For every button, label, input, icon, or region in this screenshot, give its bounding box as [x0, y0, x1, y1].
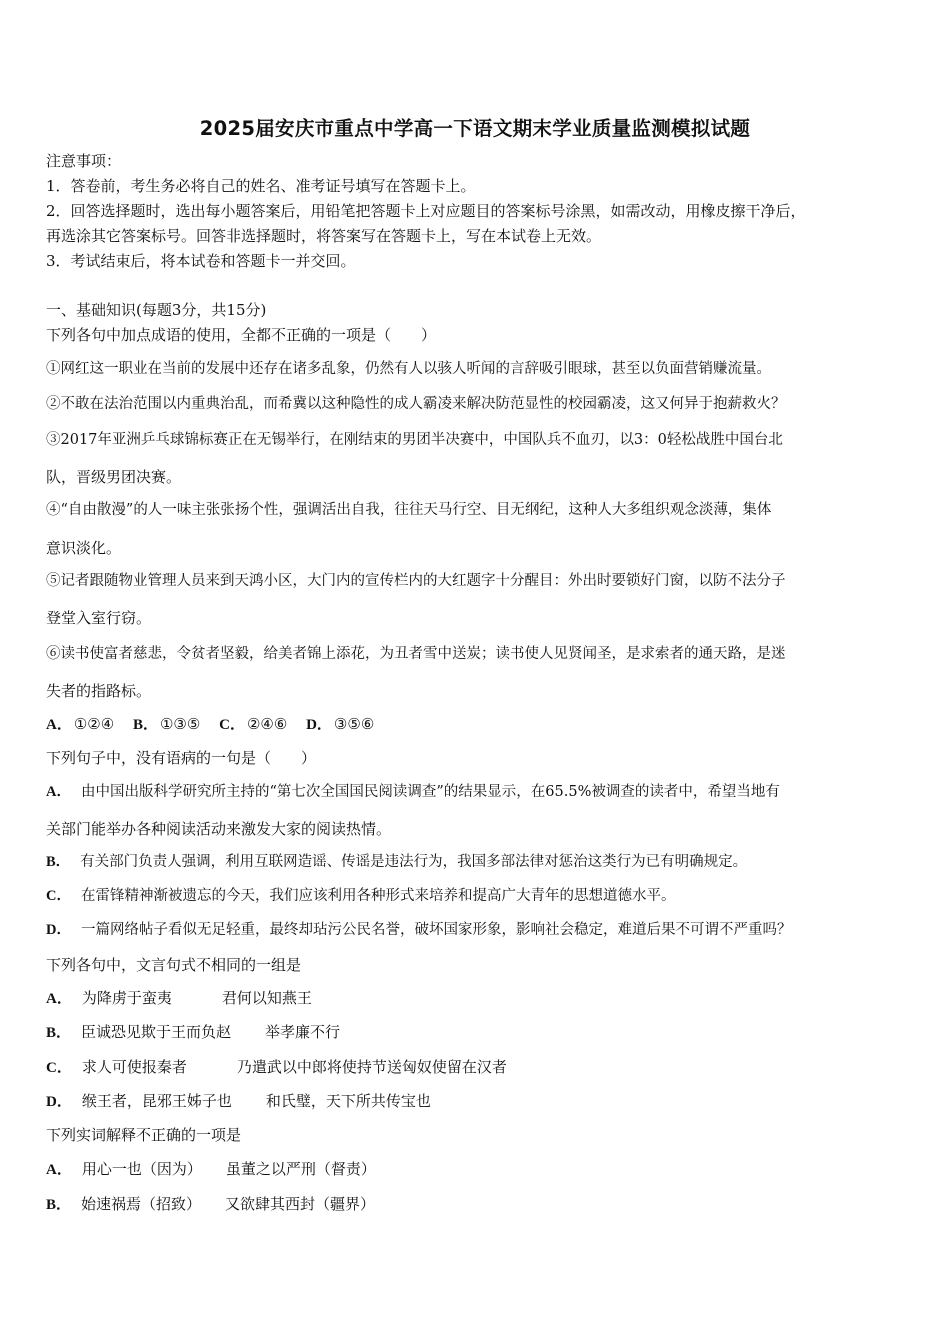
question-stem: 下列句子中，没有语病的一句是（ ）: [46, 749, 317, 767]
option-label: D．: [46, 1094, 72, 1110]
option-label: A．: [46, 784, 71, 800]
option-text: ①②④: [73, 715, 115, 733]
option-label: B．: [46, 1025, 72, 1041]
option-label: C．: [46, 1060, 72, 1076]
option-b: [133, 715, 200, 733]
option-d: [306, 715, 374, 733]
question-sentence: ①网红这一职业在当前的发展中还存在诸多乱象，仍然有人以骇人听闻的言辞吸引眼球，甚至以负面营销赚流量。: [46, 361, 771, 377]
option-text-left: 用心一也（因为）: [81, 1160, 202, 1178]
option-text: ②④⑥: [246, 715, 288, 733]
notice-item: 1．答卷前，考生务必将自己的姓名、准考证号填写在答题卡上。: [46, 177, 476, 195]
notice-item: 再选涂其它答案标号。回答非选择题时，将答案写在答题卡上，写在本试卷上无效。: [46, 227, 602, 245]
option-text-left: 缑王者，昆邪王姊子也: [81, 1092, 232, 1110]
question-sentence: 失者的指路标。: [46, 682, 152, 700]
option-label: B．: [46, 854, 71, 870]
answer-option: [46, 782, 780, 802]
answer-options: [46, 714, 374, 735]
option-label: A．: [46, 991, 72, 1007]
question-stem: 下列各句中，文言句式不相同的一组是: [46, 956, 302, 974]
option-c: [219, 715, 287, 733]
page-title: 2025届安庆市重点中学高一下语文期末学业质量监测模拟试题: [199, 117, 751, 140]
question-sentence: ④“自由散漫”的人一味主张张扬个性，强调活出自我，往往天马行空、目无纲纪，这种人大多组织观念淡薄，集体: [46, 502, 772, 518]
option-label: C．: [46, 888, 71, 904]
option-text-left: 为降虏于蛮夷: [81, 989, 172, 1007]
section-heading: 一、基础知识(每题3分，共15分): [46, 301, 267, 319]
answer-option: [46, 988, 312, 1009]
question-sentence: ⑤记者跟随物业管理人员来到天鸿小区，大门内的宣传栏内的大红题字十分醒目：外出时要锁好门窗，以防不法分子: [46, 573, 786, 589]
option-text-continued: 关部门能举办各种阅读活动来激发大家的阅读热情。: [46, 820, 392, 838]
option-text-left: 求人可使报秦者: [81, 1058, 187, 1076]
option-label: C．: [219, 717, 245, 733]
option-text: ①③⑤: [159, 715, 201, 733]
option-text: 有关部门负责人强调，利用互联网造谣、传谣是违法行为，我国多部法律对惩治这类行为已有明确规定。: [80, 854, 748, 870]
answer-option: [46, 886, 675, 906]
question-sentence: 登堂入室行窃。: [46, 609, 152, 627]
option-label: B．: [132, 717, 158, 733]
option-text-right: 和氏璧，天下所共传宝也: [265, 1092, 431, 1110]
option-text-right: 乃遣武以中郎将使持节送匈奴使留在汉者: [236, 1058, 507, 1076]
option-text: ③⑤⑥: [333, 715, 375, 733]
option-a: [46, 715, 114, 733]
question-sentence: 队，晋级男团决赛。: [46, 468, 182, 486]
option-text-right: 又欲肆其西封（疆界）: [225, 1195, 376, 1213]
question-sentence: 意识淡化。: [46, 539, 122, 557]
answer-option: [46, 1091, 431, 1112]
question-stem: 下列各句中加点成语的使用，全都不正确的一项是（ ）: [46, 326, 437, 344]
option-text: 一篇网络帖子看似无足轻重，最终却玷污公民名誉，破坏国家形象，影响社会稳定，难道后果不可谓不严重吗？: [80, 922, 792, 938]
option-label: A．: [46, 1162, 72, 1178]
option-label: A．: [46, 717, 72, 733]
question-stem: 下列实词解释不正确的一项是: [46, 1126, 242, 1144]
answer-option: [46, 852, 747, 872]
question-sentence: ②不敢在法治范围以内重典治乱，而希冀以这种隐性的成人霸凌来解决防范显性的校园霸凌，这又何异于抱薪救火？: [46, 396, 786, 412]
option-text-right: 举孝廉不行: [265, 1023, 341, 1041]
answer-option: [46, 1057, 507, 1078]
notice-item: 3．考试结束后，将本试卷和答题卡一并交回。: [46, 252, 356, 270]
question-sentence: ⑥读书使富者慈悲，令贫者坚毅，给美者锦上添花，为丑者雪中送炭；读书使人见贤闻圣，是求索者的通天路，是迷: [46, 646, 786, 662]
option-label: D．: [306, 717, 332, 733]
option-text-left: 始速祸焉（招致）: [81, 1195, 202, 1213]
option-label: B．: [46, 1197, 72, 1213]
answer-option: [46, 920, 791, 940]
question-sentence: ③2017年亚洲乒乓球锦标赛正在无锡举行，在刚结束的男团半决赛中，中国队兵不血刃，以3：0轻松战胜中国台北: [46, 432, 783, 448]
notice-heading: 注意事项：: [46, 152, 122, 170]
notice-item: 2．回答选择题时，选出每小题答案后，用铅笔把答题卡上对应题目的答案标号涂黑，如需改动，用橡皮擦干净后，: [46, 202, 806, 220]
option-text: 由中国出版科学研究所主持的“第七次全国国民阅读调查”的结果显示，在65.5%被调查的读者中，希望当地有: [80, 784, 780, 800]
answer-option: [46, 1194, 375, 1215]
option-text-left: 臣诚恐见欺于王而负赵: [81, 1023, 232, 1041]
option-text: 在雷锋精神渐被遗忘的今天，我们应该利用各种形式来培养和提高广大青年的思想道德水平。: [80, 888, 676, 904]
answer-option: [46, 1159, 376, 1180]
option-text-right: 虽董之以严刑（督责）: [225, 1160, 376, 1178]
answer-option: [46, 1022, 340, 1043]
option-label: D．: [46, 922, 71, 938]
option-text-right: 君何以知燕王: [221, 989, 312, 1007]
